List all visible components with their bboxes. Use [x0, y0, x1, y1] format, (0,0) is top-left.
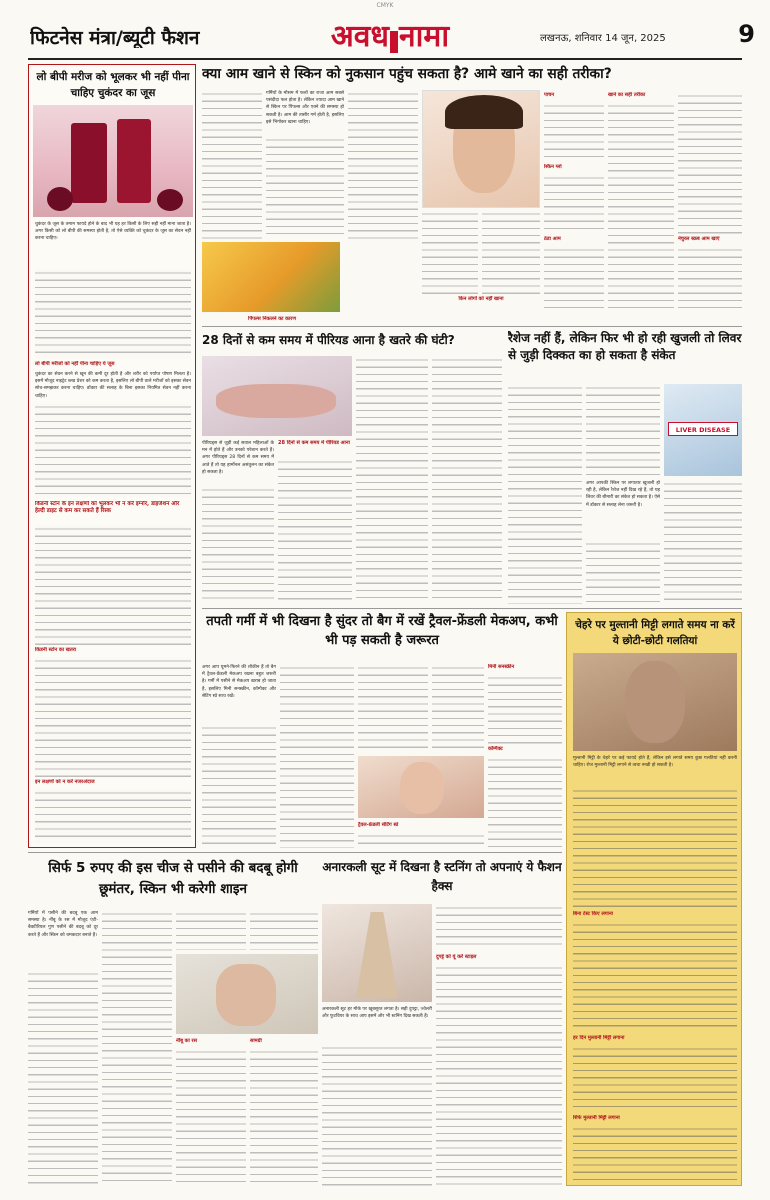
beet-subhead-2: किडनी स्टोन के इन लक्षणों को भूलकर भी न करें इग्नोर, डाइजेशन और हेल्दी डाइट से कम कर सकते हैं रिस्क [35, 501, 180, 514]
beet-article [28, 64, 196, 848]
multani-photo [573, 653, 737, 751]
multani-title: चेहरे पर मुल्तानी मिट्टी लगाते समय ना करें ये छोटी-छोटी गलतियां [575, 619, 735, 647]
mango-caption-pimples: पिंपल्स निकलने का कारण [248, 316, 296, 322]
beet-body-lines-1 [35, 269, 191, 359]
mango-col-6 [544, 102, 604, 162]
sweat-subhead-1: नींबू का रस [176, 1038, 197, 1044]
sweat-photo [176, 954, 318, 1034]
beet-body-lines-2 [35, 403, 191, 497]
mango-col-2 [266, 136, 344, 240]
sweat-col-3 [176, 910, 246, 950]
mango-mangoes-photo [202, 242, 340, 312]
sweat-col-4 [250, 910, 318, 950]
makeup-face-image [400, 762, 444, 814]
mango-col-7 [544, 174, 604, 234]
multani-lines-1 [573, 787, 737, 907]
beet-subhead-3: किडनी स्टोन का खतरा [35, 647, 77, 653]
sweat-col-5 [176, 1048, 246, 1186]
beet-body: चुकंदर का सेवन करने से खून की कमी दूर होती है और शरीर को पर्याप्त पोषण मिलता है। इसमें मौजूद नाइट्रेट ब्लड प्रेशर को कम करता है, इसलिए लो बीपी वाले मरीजों को इसका सेवन सोच-समझकर करना चाहिए। डॉक्टर की सलाह के बिना इसका नियमित सेवन नहीं करना चाहिए। [35, 372, 191, 399]
brand-left: अवध [330, 19, 389, 54]
liver-photo [664, 384, 742, 476]
mango-bottom-rule [202, 326, 742, 327]
bottom-rule [28, 852, 562, 853]
page-number: 9 [738, 20, 755, 48]
multani-body: मुल्तानी मिट्टी के चेहरे पर कई फायदे होते हैं, लेकिन इसे लगाते समय कुछ गलतियां नहीं करनी चाहिए। रोज मुल्तानी मिट्टी लगाने से त्वचा रूखी हो सकती है। [573, 756, 737, 769]
liver-title: रैशेज नहीं हैं, लेकिन फिर भी हो रही खुजली तो लिवर से जुड़ी दिक्कत का हो सकता है संकेत [508, 331, 742, 362]
mango-subhead-5: नेचुरल स्क्रब आम खाएं [678, 236, 720, 242]
mango-title: क्या आम खाने से स्किन को नुकसान पहुंच सकता है? आमे खाने का सही तरीका? [202, 66, 612, 82]
color-marks: CMYK [376, 2, 394, 9]
mango-col-5 [482, 210, 540, 294]
liver-body: अगर आपकी स्किन पर लगातार खुजली हो रही है, लेकिन रैशेज नहीं दिख रहे हैं, तो यह लिवर की बीमारी का संकेत हो सकता है। ऐसे में डॉक्टर से सलाह लेना जरूरी है। [586, 481, 660, 508]
anarkali-col-2 [436, 904, 562, 950]
brand-logo [290, 14, 490, 54]
mango-col-11 [678, 246, 742, 312]
travel-col-5 [432, 664, 484, 754]
multani-lines-3 [573, 1045, 737, 1111]
brand-right: नामा [398, 19, 450, 54]
mango-col-3 [348, 90, 418, 240]
dateline: लखनऊ, शनिवार 14 जून, 2025 [540, 33, 666, 44]
juice-glass-left [71, 123, 107, 203]
multani-subhead-2: हर दिन मुल्तानी मिट्टी लगाना [573, 1035, 625, 1041]
periods-col-2 [278, 458, 352, 604]
beet-intro: चुकंदर के जूस के तमाम फायदे होने के बाद भी यह हर किसी के लिए सही नहीं माना जाता है। अगर किसी को लो बीपी की समस्या होती है, तो ऐसे व्यक्ति को चुकंदर के जूस का सेवन नहीं करना चाहिए। [35, 222, 191, 242]
travel-body: अगर आप घूमने-फिरने की शौकीन हैं तो बैग में ट्रैवल-फ्रेंडली मेकअप रखना बहुत जरूरी है। गर्मी में पसीने से मेकअप खराब हो जाता है, इसलिए मिनी सनस्क्रीन, कॉम्पैक्ट और सेटिंग स्प्रे साथ रखें। [202, 665, 276, 699]
sweat-title: सिर्फ 5 रुपए की इस चीज से पसीने की बदबू होगी छूमंतर, स्किन भी करेगी शाइन [48, 860, 298, 897]
travel-subhead-2: कॉम्पैक्ट [488, 746, 503, 752]
section-title: फिटनेस मंत्रा/ब्यूटी फैशन [30, 27, 200, 48]
multani-lines-2 [573, 921, 737, 1031]
periods-body: पीरियड्स से जुड़ी कई सवाल महिलाओं के मन में होते हैं और उनको परेशान करते हैं। अगर पीरियड्स 28 दिनों से कम समय में आते हैं तो यह हार्मोनल असंतुलन का संकेत हो सकता है। [202, 441, 274, 475]
beet-juice-photo [33, 105, 193, 217]
travel-col-6 [488, 674, 562, 744]
travel-col-1 [202, 724, 276, 848]
mango-col-8 [544, 246, 604, 312]
anarkali-title: अनारकली सूट में दिखना है स्टनिंग तो अपनाएं ये फैशन हैक्स [322, 860, 562, 893]
tower-icon [390, 31, 398, 53]
mango-face-photo [422, 90, 540, 208]
mango-subhead-1: पाचन [544, 92, 555, 98]
mango-col-9 [608, 102, 674, 312]
juice-glass-right [117, 119, 151, 203]
travel-photo [358, 756, 484, 818]
header-rule [28, 58, 742, 60]
travel-col-4 [358, 832, 484, 848]
periods-photo [202, 356, 352, 436]
beet-body-lines-4 [35, 657, 191, 777]
liver-col-3 [586, 540, 660, 604]
liver-col-2 [586, 384, 660, 476]
clay-mask-face-image [625, 661, 685, 743]
travel-title: तपती गर्मी में भी दिखना है सुंदर तो बैग में रखें ट्रैवल-फ्रेंडली मेकअप, कभी भी पड़ सकती है जरूरत [206, 614, 558, 648]
mango-col-10 [678, 92, 742, 234]
underarm-image [216, 964, 276, 1026]
sweat-subhead-2: सामग्री [250, 1038, 262, 1044]
anarkali-subhead-1: दुपट्टे को यूं करें स्टाइल [436, 954, 477, 960]
hair-image [445, 95, 523, 129]
periods-subhead: 28 दिनों से कम समय में पीरियड आना [278, 440, 350, 446]
beetroot-image-right [157, 189, 183, 211]
beet-body-lines-5 [35, 789, 191, 843]
beetroot-image [47, 187, 73, 211]
mango-col-4 [422, 210, 478, 294]
anarkali-col-3 [436, 964, 562, 1186]
travel-col-2 [280, 664, 354, 848]
liver-disease-label: LIVER DISEASE [668, 422, 738, 436]
mid-rule [202, 608, 742, 609]
sweat-body: गर्मियों में पसीने की बदबू एक आम समस्या है। नींबू के रस में मौजूद एंटी-बैक्टीरियल गुण पसीने की बदबू को दूर करते हैं और स्किन को चमकदार बनाते हैं। [28, 911, 98, 938]
liver-col-1 [508, 384, 582, 604]
anarkali-col-1 [322, 1044, 432, 1186]
liver-col-4 [664, 480, 742, 604]
mango-caption-who-avoid: किन लोगों को नहीं खाना [458, 296, 504, 302]
sweat-col-1 [28, 970, 98, 1186]
travel-col-7 [488, 756, 562, 848]
sweat-col-2 [102, 910, 172, 1186]
beet-body-lines-3 [35, 525, 191, 645]
mango-subhead-3: ठंडा आम [544, 236, 561, 242]
periods-col-3 [356, 356, 428, 604]
masthead [20, 10, 760, 60]
multani-lines-4 [573, 1125, 737, 1181]
woman-lying-image [216, 384, 336, 418]
travel-col-3 [358, 664, 428, 754]
mango-subhead-4: खाने का सही तरीका [608, 92, 646, 98]
periods-col-1 [202, 486, 274, 604]
multani-subhead-1: बिना टेस्ट किए लगाना [573, 911, 613, 917]
periods-title: 28 दिनों से कम समय में पीरियड आना है खतरे की घंटी? [202, 333, 455, 347]
anarkali-photo [322, 904, 432, 1002]
mango-col-1 [202, 90, 262, 240]
anarkali-body: अनारकली सूट हर मौके पर खूबसूरत लगता है। सही दुपट्टा, ज्वेलरी और फुटवियर के साथ आप इसमें और भी स्टनिंग दिख सकती हैं। [322, 1007, 432, 1020]
periods-col-4 [432, 356, 502, 604]
travel-subhead-1: मिनी सनस्क्रीन [488, 664, 515, 670]
multani-article [566, 612, 742, 1186]
beet-title: लो बीपी मरीज को भूलकर भी नहीं पीना चाहिए चुकंदर का जूस [36, 71, 190, 99]
beet-subhead-1: लो बीपी मरीजों को नहीं पीना चाहिए ये जूस [35, 361, 115, 367]
beet-subhead-4: इन लक्षणों को न करें नजरअंदाज [35, 779, 95, 785]
mango-subhead-2: स्किन ग्लो [544, 164, 562, 170]
multani-subhead-3: सिर्फ मुल्तानी मिट्टी लगाना [573, 1115, 620, 1121]
anarkali-dress-image [356, 912, 398, 998]
mango-body: गर्मियों के मौसम में फलों का राजा आम सबसे पसंदीदा फल होता है। लेकिन ज्यादा आम खाने से स्किन पर पिंपल्स और एक्ने की समस्या हो सकती है। आम की तासीर गर्म होती है, इसलिए इसे भिगोकर खाना चाहिए। [266, 91, 344, 125]
travel-subhead-3: ट्रैवल-फ्रेंडली सेटिंग स्प्रे [358, 822, 399, 828]
sweat-col-6 [250, 1048, 318, 1186]
